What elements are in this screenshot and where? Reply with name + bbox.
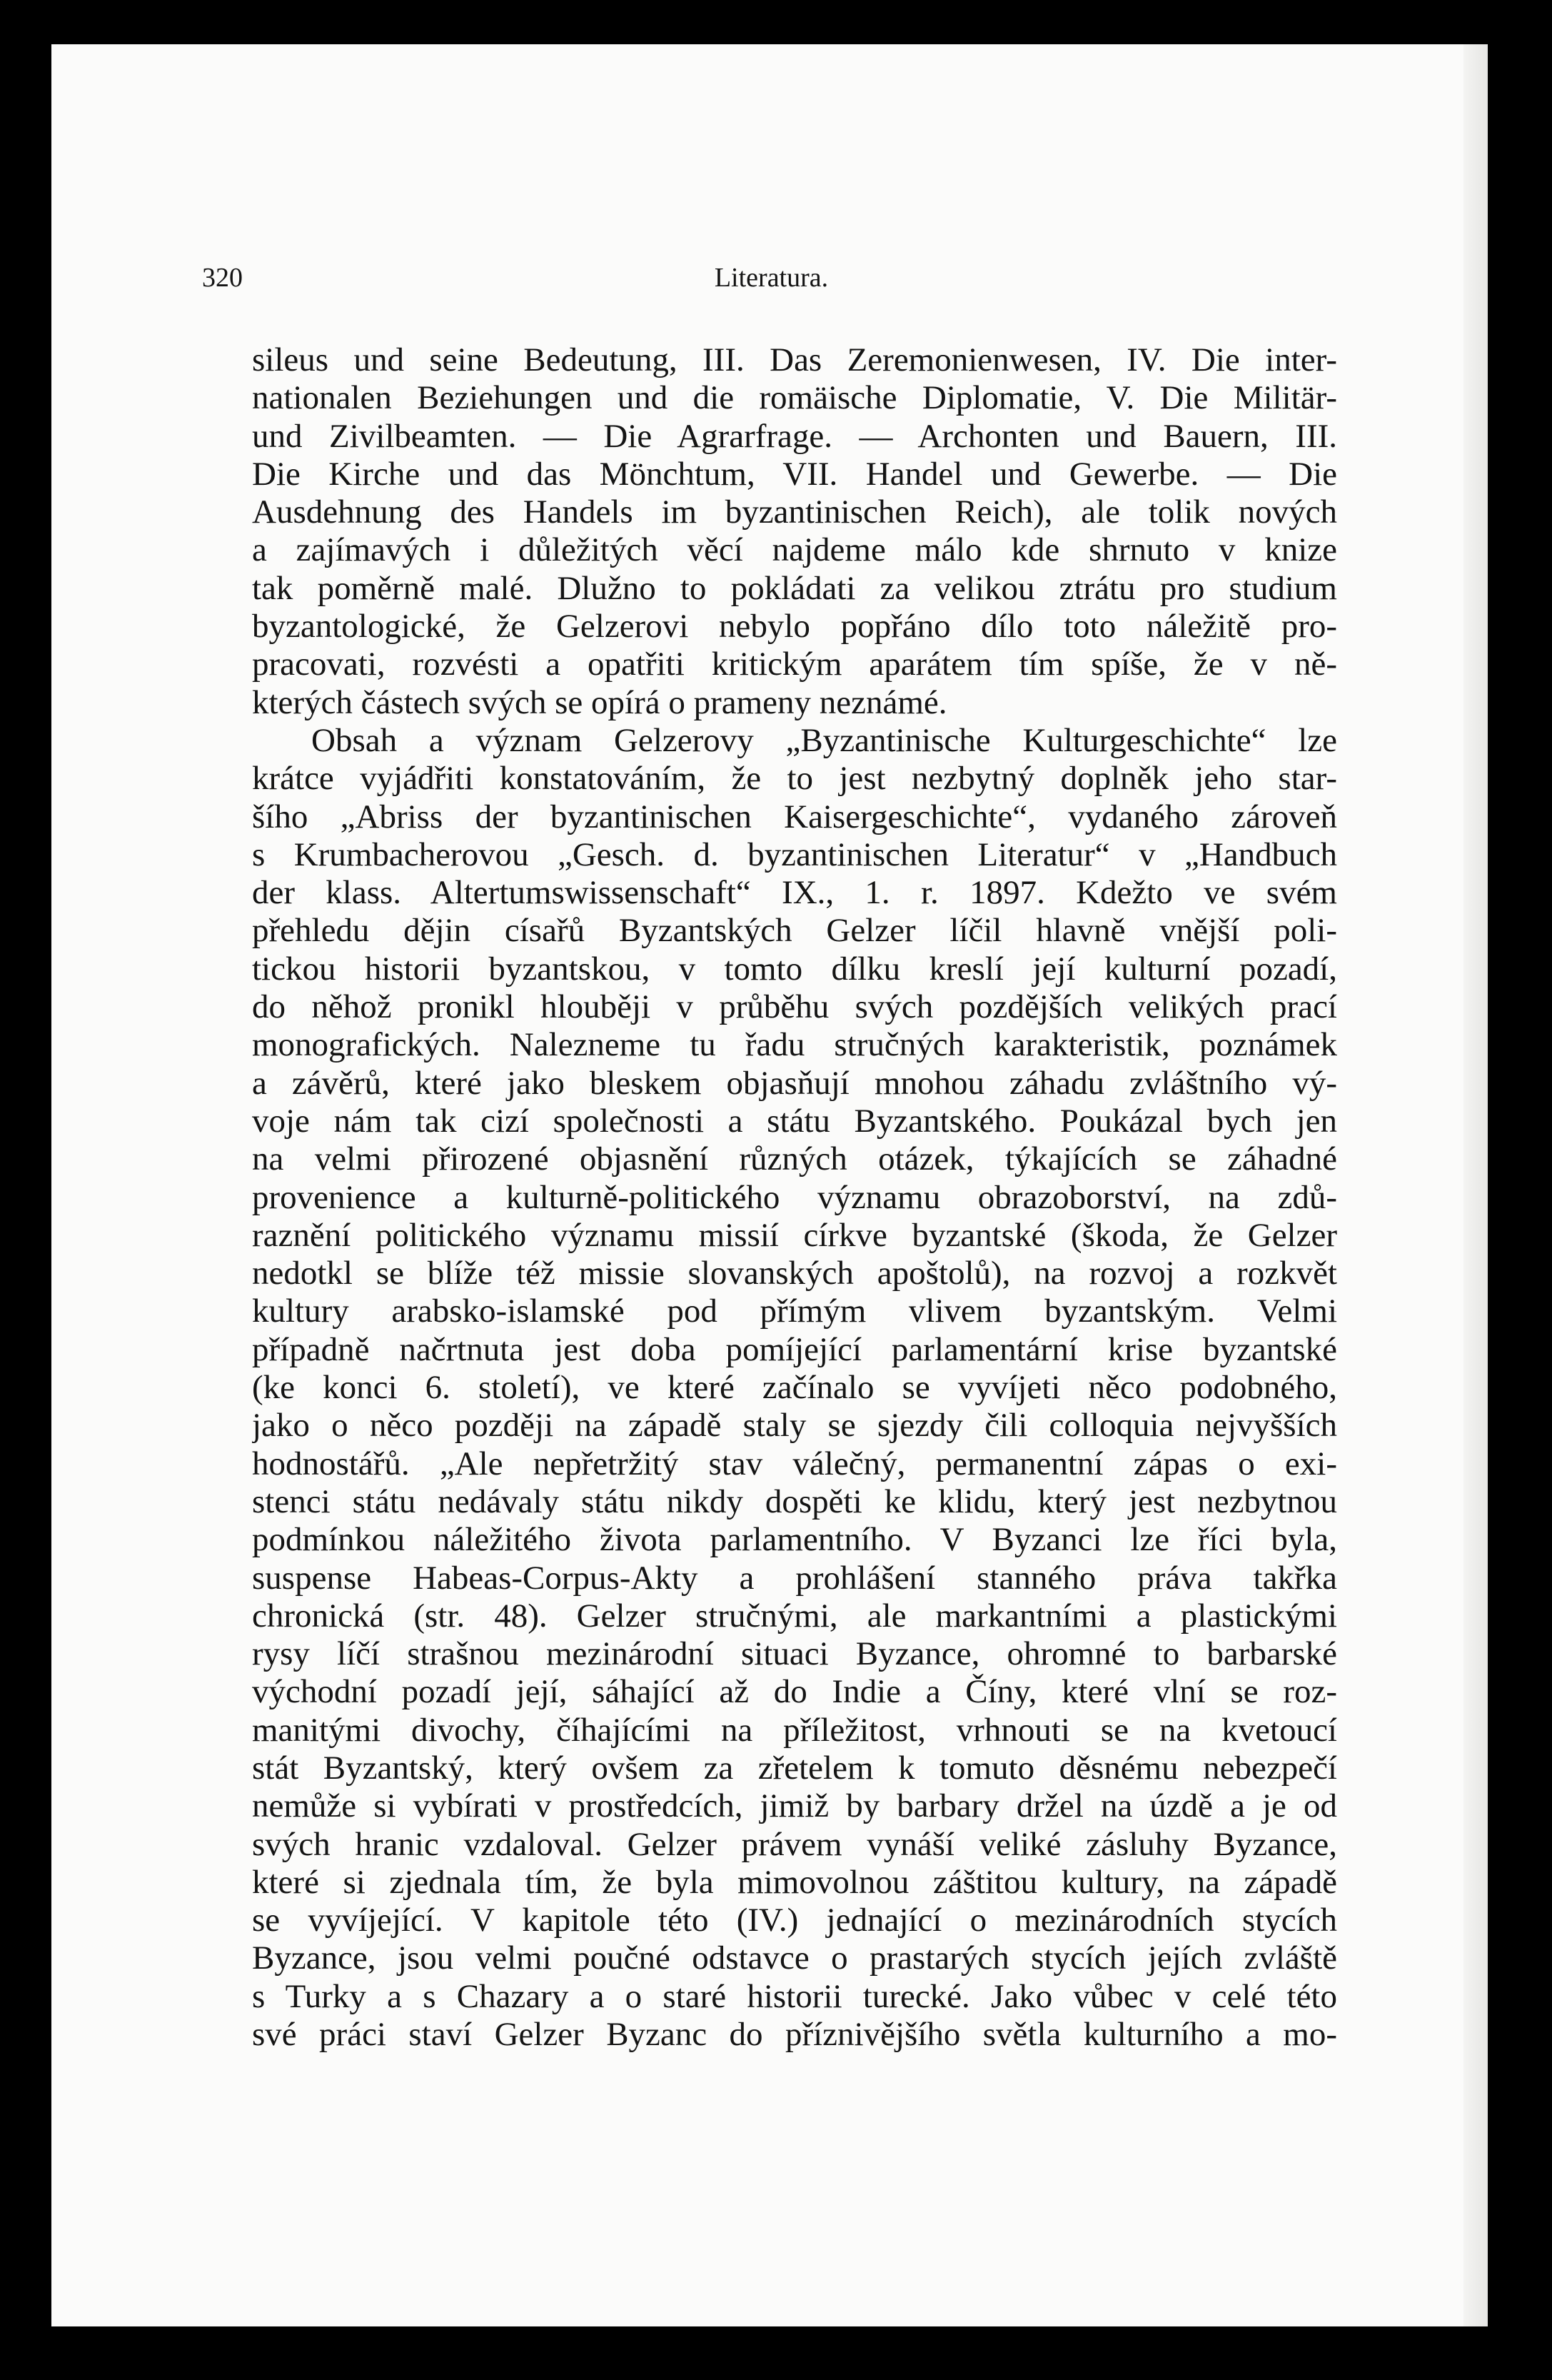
text-line: a zajímavých i důležitých věcí najdeme málo kde shrnuto v knize — [252, 531, 1337, 569]
text-line: podmínkou náležitého života parlamentního. V Byzanci lze říci byla, — [252, 1521, 1337, 1559]
text-line: und Zivilbeamten. — Die Agrarfrage. — Archonten und Bauern, III. — [252, 417, 1337, 455]
text-line: der klass. Altertumswissenschaft“ IX., 1. r. 1897. Kdežto ve svém — [252, 874, 1337, 912]
text-line: svých hranic vzdaloval. Gelzer právem vynáší veliké zásluhy Byzance, — [252, 1825, 1337, 1863]
text-line: voje nám tak cizí společnosti a státu Byzantského. Poukázal bych jen — [252, 1102, 1337, 1140]
text-line: s Krumbacherovou „Gesch. d. byzantinischen Literatur“ v „Handbuch — [252, 835, 1337, 873]
text-line: chronická (str. 48). Gelzer stručnými, ale markantními a plastickými — [252, 1597, 1337, 1635]
text-line: krátce vyjádřiti konstatováním, že to jest nezbytný doplněk jeho star- — [252, 760, 1337, 798]
page-edge-shadow — [1463, 44, 1488, 2326]
text-line: (ke konci 6. století), ve které začínalo se vyvíjeti něco podobného, — [252, 1369, 1337, 1407]
text-line: sileus und seine Bedeutung, III. Das Zeremonienwesen, IV. Die inter- — [252, 341, 1337, 378]
text-line: pracovati, rozvésti a opatřiti kritickým aparátem tím spíše, že v ně- — [252, 646, 1337, 683]
text-line: a závěrů, které jako bleskem objasňují mnohou záhadu zvláštního vý- — [252, 1064, 1337, 1102]
text-line: případně načrtnuta jest doba pomíjející parlamentární krise byzantské — [252, 1330, 1337, 1368]
text-line: suspense Habeas-Corpus-Akty a prohlášení stanného práva takřka — [252, 1559, 1337, 1597]
text-line: stát Byzantský, který ovšem za zřetelem k tomuto děsnému nebezpečí — [252, 1749, 1337, 1787]
text-line: manitými divochy, číhajícími na příležitost, vrhnouti se na kvetoucí — [252, 1711, 1337, 1749]
text-line: s Turky a s Chazary a o staré historii turecké. Jako vůbec v celé této — [252, 1977, 1337, 2015]
text-line: nationalen Beziehungen und die romäische Diplomatie, V. Die Militär- — [252, 379, 1337, 417]
text-line: kultury arabsko-islamské pod přímým vlivem byzantským. Velmi — [252, 1292, 1337, 1330]
text-line: rysy líčí strašnou mezinárodní situaci Byzance, ohromné to barbarské — [252, 1635, 1337, 1673]
text-line: jako o něco později na západě staly se sjezdy čili colloquia nejvyšších — [252, 1407, 1337, 1445]
text-line: hodnostářů. „Ale nepřetržitý stav válečný, permanentní zápas o exi- — [252, 1445, 1337, 1482]
page-header — [202, 262, 1341, 305]
text-line: raznění politického významu missií církve byzantské (škoda, že Gelzer — [252, 1216, 1337, 1254]
text-line: byzantologické, že Gelzerovi nebylo popřáno dílo toto náležitě pro- — [252, 608, 1337, 646]
text-line: Die Kirche und das Mönchtum, VII. Handel und Gewerbe. — Die — [252, 455, 1337, 493]
text-line: kterých částech svých se opírá o prameny neznámé. — [252, 683, 947, 721]
paragraph-start-line: Obsah a význam Gelzerovy „Byzantinische Kulturgeschichte“ lze — [311, 721, 1337, 759]
text-line: přehledu dějin císařů Byzantských Gelzer líčil hlavně vnější poli- — [252, 912, 1337, 950]
text-line: monografických. Nalezneme tu řadu stručných karakteristik, poznámek — [252, 1026, 1337, 1064]
text-line: tickou historii byzantskou, v tomto dílku kreslí její kulturní pozadí, — [252, 950, 1337, 988]
text-line: šího „Abriss der byzantinischen Kaisergeschichte“, vydaného zároveň — [252, 798, 1337, 835]
text-line: Byzance, jsou velmi poučné odstavce o prastarých stycích jejích zvláště — [252, 1939, 1337, 1977]
text-line: na velmi přirozené objasnění různých otázek, týkajících se záhadné — [252, 1140, 1337, 1178]
running-title: Literatura. — [714, 263, 829, 293]
text-line: Ausdehnung des Handels im byzantinischen Reich), ale tolik nových — [252, 493, 1337, 531]
text-line: provenience a kulturně-politického významu obrazoborství, na zdů- — [252, 1178, 1337, 1216]
text-line: stenci státu nedávaly státu nikdy dospěti ke klidu, který jest nezbytnou — [252, 1482, 1337, 1520]
text-line: své práci staví Gelzer Byzanc do příznivějšího světla kulturního a mo- — [252, 2016, 1337, 2054]
text-line: do něhož pronikl hlouběji v průběhu svých pozdějších velikých prací — [252, 988, 1337, 1026]
text-line: nedotkl se blíže též missie slovanských apoštolů), na rozvoj a rozkvět — [252, 1255, 1337, 1292]
page-number: 320 — [202, 263, 243, 293]
text-line: které si zjednala tím, že byla mimovolnou záštitou kultury, na západě — [252, 1863, 1337, 1901]
text-line: východní pozadí její, sáhající až do Indie a Číny, které vlní se roz- — [252, 1673, 1337, 1711]
text-line: tak poměrně malé. Dlužno to pokládati za velikou ztrátu pro studium — [252, 569, 1337, 607]
text-line: se vyvíjející. V kapitole této (IV.) jednající o mezinárodních stycích — [252, 1902, 1337, 1939]
text-line: nemůže si vybírati v prostředcích, jimiž by barbary držel na úzdě a je od — [252, 1787, 1337, 1825]
body-text — [252, 341, 1337, 2054]
